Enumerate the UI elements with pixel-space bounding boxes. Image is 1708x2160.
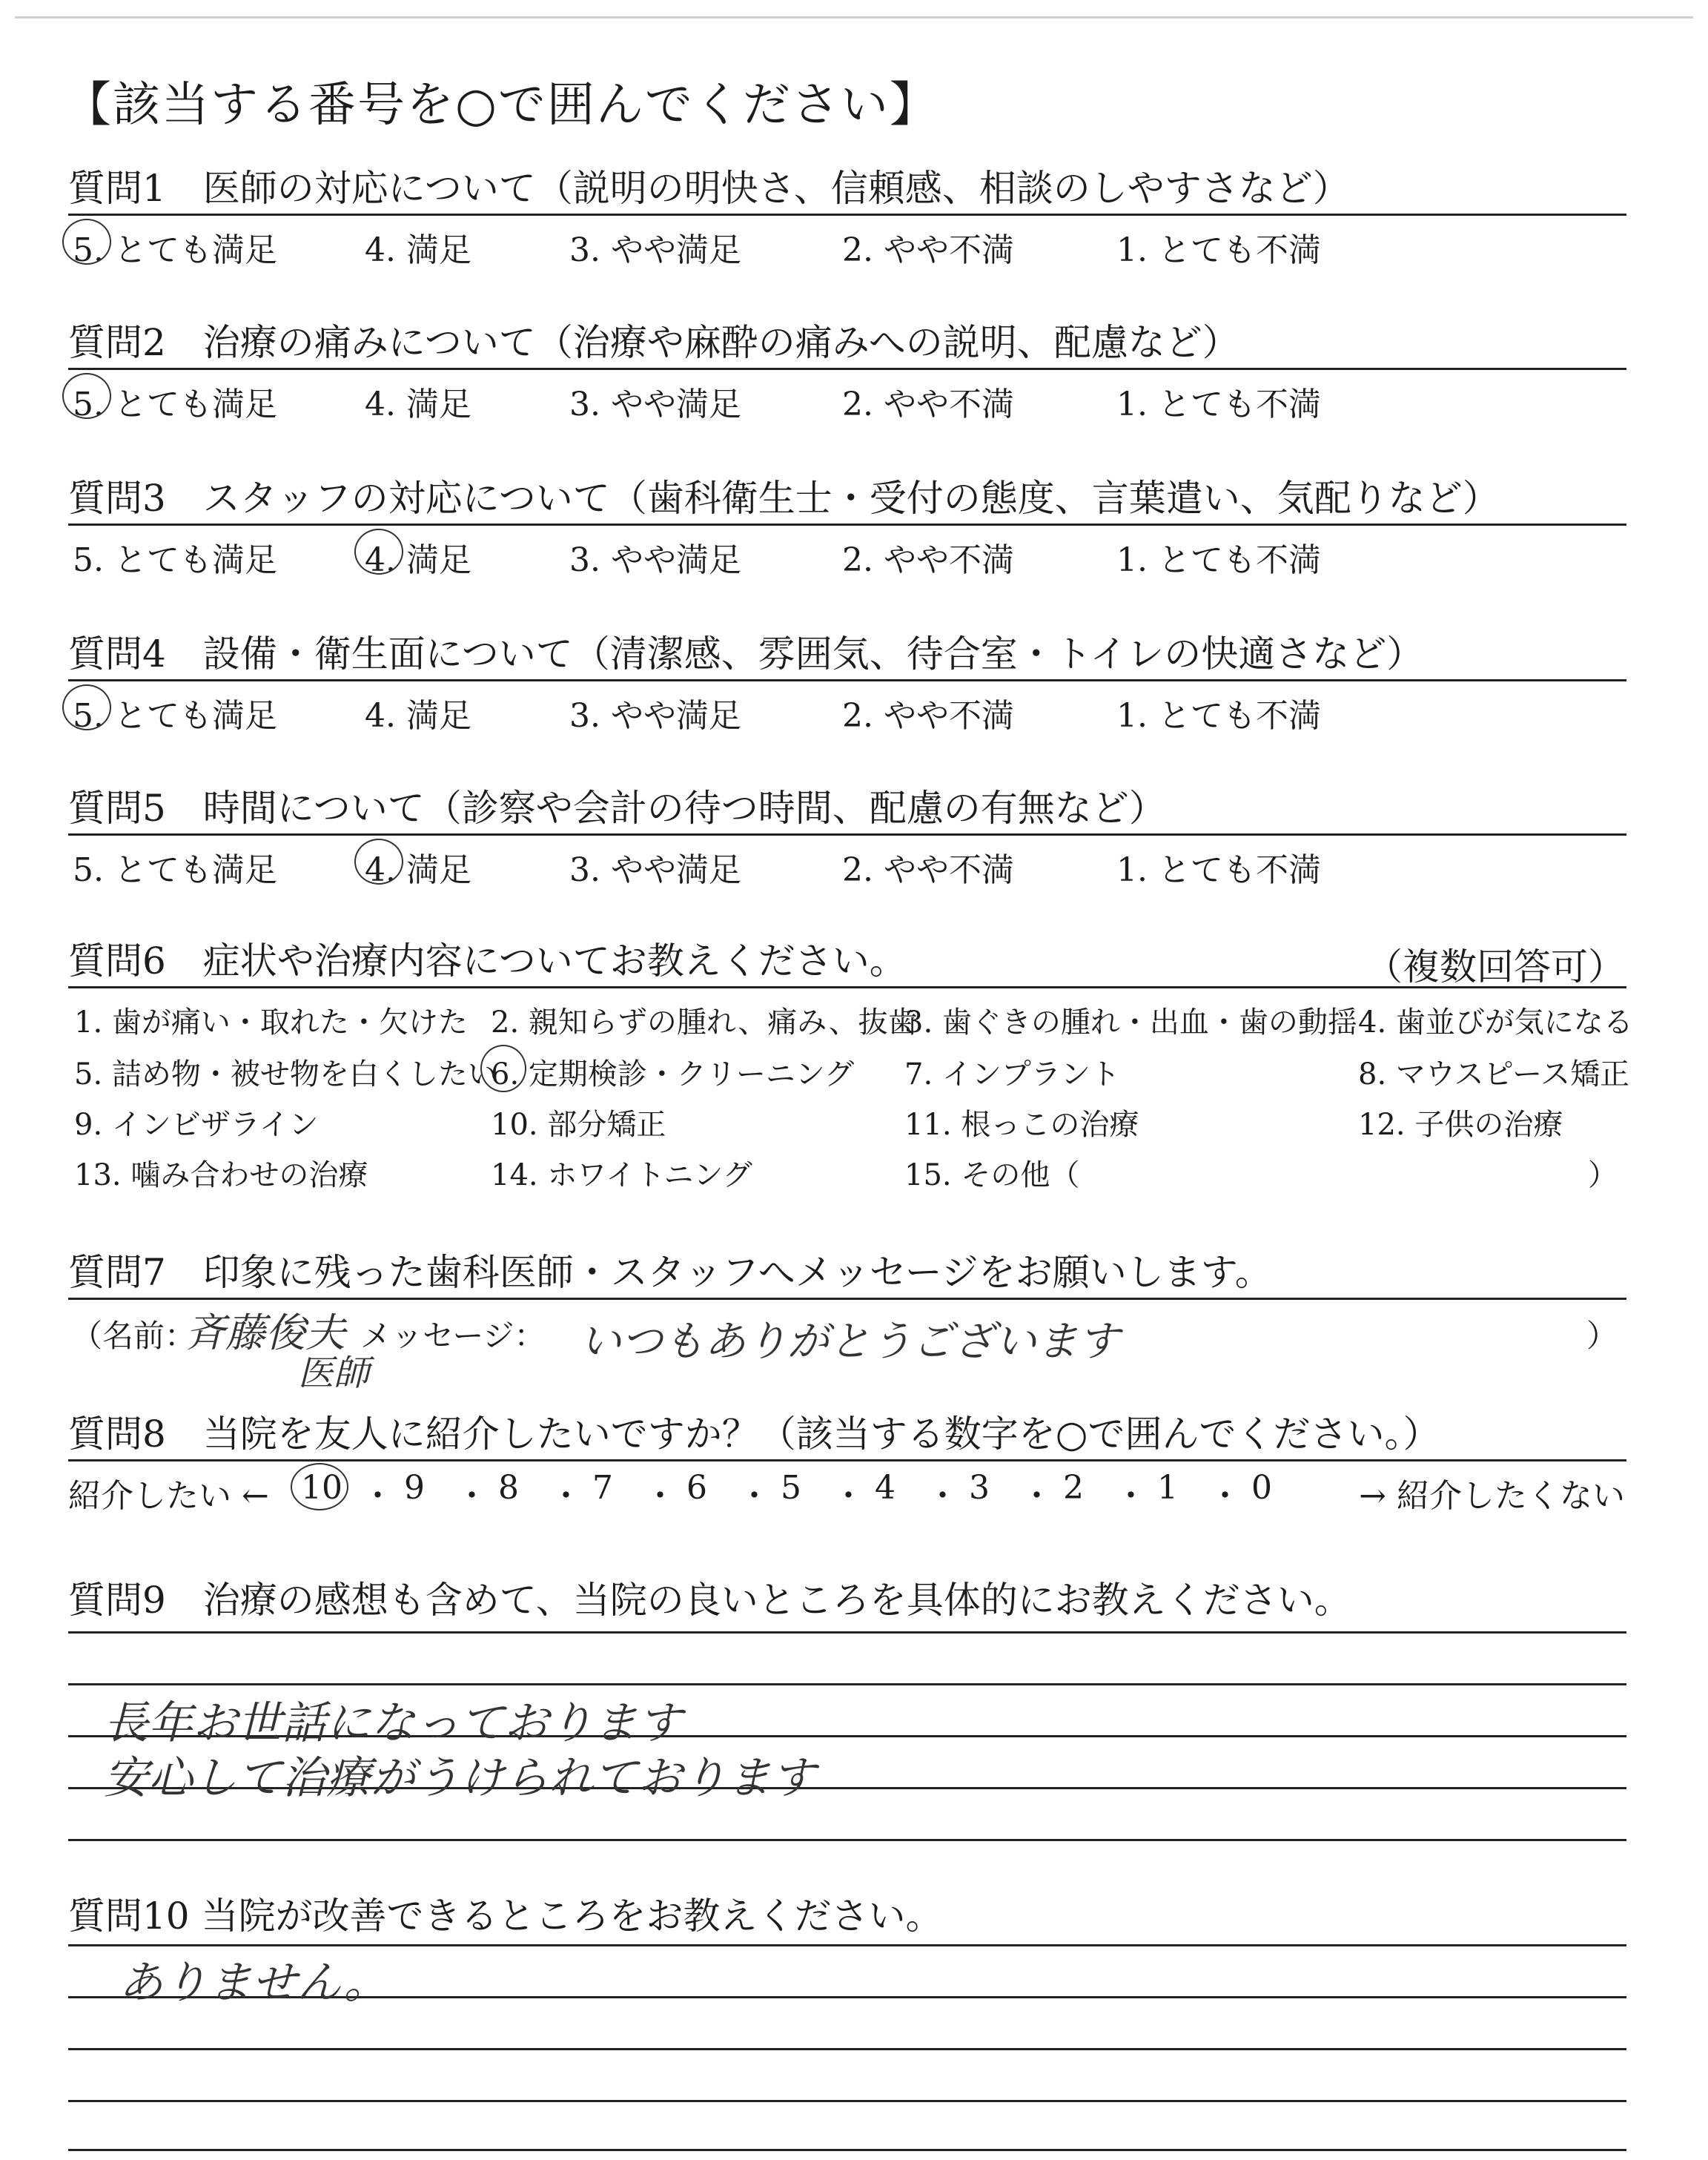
rating-option-4[interactable]: 4. 満足 xyxy=(365,386,471,423)
rating-options xyxy=(68,370,1625,423)
scale-separator: ・ xyxy=(549,1477,583,1515)
rating-option-1[interactable]: 1. とても不満 xyxy=(1116,231,1321,269)
treatment-option-9[interactable]: 9. インビザライン xyxy=(74,1108,319,1142)
scale-separator: ・ xyxy=(643,1477,677,1515)
rating-option-2[interactable]: 2. やや不満 xyxy=(842,541,1014,579)
rating-option-2[interactable]: 2. やや不満 xyxy=(842,697,1014,735)
rating-option-5[interactable]: 5. とても満足 xyxy=(73,851,277,889)
selection-circle xyxy=(354,839,403,885)
question-5 xyxy=(68,785,1625,889)
treatment-option-4[interactable]: 4. 歯並びが気になる xyxy=(1358,1005,1633,1040)
question-6-title: 質問6 症状や治療内容についてお教えください。 xyxy=(68,939,907,982)
selection-circle xyxy=(291,1463,348,1510)
scale-separator: ・ xyxy=(832,1477,865,1515)
rating-option-3[interactable]: 3. やや満足 xyxy=(569,231,741,269)
message-close-paren: ） xyxy=(1586,1318,1618,1354)
rating-option-5[interactable]: 5. とても満足 xyxy=(73,231,277,269)
rating-option-1[interactable]: 1. とても不満 xyxy=(1116,386,1321,423)
question-8 xyxy=(68,1410,1625,1515)
answer-line xyxy=(68,1944,1626,1946)
rating-option-4[interactable]: 4. 満足 xyxy=(365,697,471,735)
scale-separator: ・ xyxy=(361,1477,394,1515)
question-1-title: 質問1 医師の対応について（説明の明快さ、信頼感、相談のしやすさなど） xyxy=(68,167,1350,210)
name-label: （名前： xyxy=(71,1318,196,1354)
selection-circle xyxy=(62,219,111,265)
scale-value-0[interactable]: 0 xyxy=(1251,1469,1272,1507)
question-3-title: 質問3 スタッフの対応について（歯科衛生士・受付の態度、言葉遣い、気配りなど） xyxy=(68,477,1500,520)
question-7-title: 質問7 印象に残った歯科医師・スタッフへメッセージをお願いします。 xyxy=(68,1251,1272,1294)
treatment-option-2[interactable]: 2. 親知らずの腫れ、痛み、抜歯 xyxy=(491,1005,918,1040)
rating-option-4[interactable]: 4. 満足 xyxy=(365,851,471,889)
question-6 xyxy=(68,937,1633,1196)
question-3 xyxy=(68,475,1625,579)
treatment-option-7[interactable]: 7. インプラント xyxy=(904,1057,1120,1091)
rating-options xyxy=(68,681,1625,735)
rating-option-1[interactable]: 1. とても不満 xyxy=(1116,541,1321,579)
rating-options xyxy=(68,216,1625,269)
rating-options xyxy=(68,526,1625,579)
rating-option-2[interactable]: 2. やや不満 xyxy=(842,231,1014,269)
scale-value-10[interactable]: 10 xyxy=(301,1469,342,1507)
rating-option-2[interactable]: 2. やや不満 xyxy=(842,386,1014,423)
scale-value-3[interactable]: 3 xyxy=(969,1469,990,1507)
answer-line xyxy=(68,2149,1626,2151)
rating-option-1[interactable]: 1. とても不満 xyxy=(1116,851,1321,889)
rating-option-3[interactable]: 3. やや満足 xyxy=(569,541,741,579)
recommend-scale xyxy=(68,1462,1625,1515)
answer-line xyxy=(68,2048,1626,2050)
question-4 xyxy=(68,630,1625,735)
question-5-title: 質問5 時間について（診察や会計の待つ時間、配慮の有無など） xyxy=(68,787,1166,830)
scale-value-1[interactable]: 1 xyxy=(1157,1469,1178,1507)
rating-option-5[interactable]: 5. とても満足 xyxy=(73,697,277,735)
scale-separator: ・ xyxy=(1020,1477,1053,1515)
rating-option-3[interactable]: 3. やや満足 xyxy=(569,697,741,735)
treatment-option-1[interactable]: 1. 歯が痛い・取れた・欠けた xyxy=(74,1005,468,1040)
scale-right-label: → 紹介したくない xyxy=(1359,1477,1625,1515)
treatment-options-grid xyxy=(68,988,1633,1196)
selection-circle xyxy=(62,373,111,419)
treatment-option-12[interactable]: 12. 子供の治療 xyxy=(1358,1108,1563,1142)
scale-separator: ・ xyxy=(738,1477,771,1515)
rating-option-4[interactable]: 4. 満足 xyxy=(365,541,471,579)
treatment-option-11[interactable]: 11. 根っこの治療 xyxy=(904,1108,1139,1142)
question-2-title: 質問2 治療の痛みについて（治療や麻酔の痛みへの説明、配慮など） xyxy=(68,321,1239,364)
rating-option-5[interactable]: 5. とても満足 xyxy=(73,386,277,423)
answer-line xyxy=(68,1631,1626,1634)
message-label: メッセージ： xyxy=(360,1318,546,1354)
treatment-option-14[interactable]: 14. ホワイトニング xyxy=(491,1158,752,1192)
q9-answer-line-2: 安心して治療がうけられております xyxy=(104,1752,815,1804)
scale-separator: ・ xyxy=(455,1477,489,1515)
question-1 xyxy=(68,165,1625,269)
selection-circle xyxy=(480,1045,526,1092)
handwritten-name: 斉藤俊夫 xyxy=(185,1309,345,1356)
selection-circle xyxy=(62,684,111,730)
q9-answer-line-1: 長年お世話になっております xyxy=(104,1697,682,1749)
question-10 xyxy=(68,1892,1625,1940)
scale-value-9[interactable]: 9 xyxy=(404,1469,425,1507)
treatment-option-15[interactable]: 15. その他（ xyxy=(904,1158,1080,1192)
question-7 xyxy=(68,1249,1625,1394)
question-4-title: 質問4 設備・衛生面について（清潔感、雰囲気、待合室・トイレの快適さなど） xyxy=(68,633,1424,676)
rating-option-1[interactable]: 1. とても不満 xyxy=(1116,697,1321,735)
rating-option-3[interactable]: 3. やや満足 xyxy=(569,386,741,423)
scale-separator: ・ xyxy=(1208,1477,1242,1515)
question-9-title: 質問9 治療の感想も含めて、当院の良いところを具体的にお教えください。 xyxy=(68,1579,1351,1622)
treatment-option-5[interactable]: 5. 詰め物・被せ物を白くしたい xyxy=(74,1057,497,1091)
page-title: 【該当する番号を○で囲んでください】 xyxy=(64,78,939,133)
answer-line xyxy=(68,1683,1626,1685)
scale-value-4[interactable]: 4 xyxy=(875,1469,896,1507)
answer-line xyxy=(68,2100,1626,2102)
scale-left-label: 紹介したい ← xyxy=(68,1477,269,1515)
other-close-paren: ） xyxy=(1588,1158,1618,1192)
q10-answer: ありません。 xyxy=(119,1957,388,2009)
scan-top-edge xyxy=(15,16,1693,19)
scale-value-5[interactable]: 5 xyxy=(781,1469,801,1507)
scale-value-2[interactable]: 2 xyxy=(1063,1469,1084,1507)
scale-value-6[interactable]: 6 xyxy=(686,1469,707,1507)
rating-option-2[interactable]: 2. やや不満 xyxy=(842,851,1014,889)
question-2 xyxy=(68,319,1625,423)
rating-option-5[interactable]: 5. とても満足 xyxy=(73,541,277,579)
rating-options xyxy=(68,836,1625,889)
handwritten-message: いつもありがとうございます xyxy=(580,1318,1119,1366)
question-9 xyxy=(68,1576,1625,1624)
rating-option-4[interactable]: 4. 満足 xyxy=(365,231,471,269)
scale-value-7[interactable]: 7 xyxy=(592,1469,613,1507)
selection-circle xyxy=(354,529,403,575)
treatment-option-8[interactable]: 8. マウスピース矯正 xyxy=(1358,1057,1630,1091)
rating-option-3[interactable]: 3. やや満足 xyxy=(569,851,741,889)
question-8-title: 質問8 当院を友人に紹介したいですか？（該当する数字を○で囲んでください。） xyxy=(68,1413,1440,1456)
multiple-answer-note: （複数回答可） xyxy=(1366,945,1625,988)
answer-line xyxy=(68,1839,1626,1841)
scale-value-8[interactable]: 8 xyxy=(498,1469,519,1507)
treatment-option-3[interactable]: 3. 歯ぐきの腫れ・出血・歯の動揺 xyxy=(904,1005,1357,1040)
treatment-option-6[interactable]: 6. 定期検診・クリーニング xyxy=(491,1057,855,1091)
treatment-option-13[interactable]: 13. 噛み合わせの治療 xyxy=(74,1158,368,1192)
question-10-title: 質問10 当院が改善できるところをお教えください。 xyxy=(68,1895,943,1938)
handwritten-role: 医師 xyxy=(298,1353,370,1394)
treatment-option-10[interactable]: 10. 部分矯正 xyxy=(491,1108,666,1142)
scale-separator: ・ xyxy=(926,1477,959,1515)
scale-separator: ・ xyxy=(1114,1477,1148,1515)
